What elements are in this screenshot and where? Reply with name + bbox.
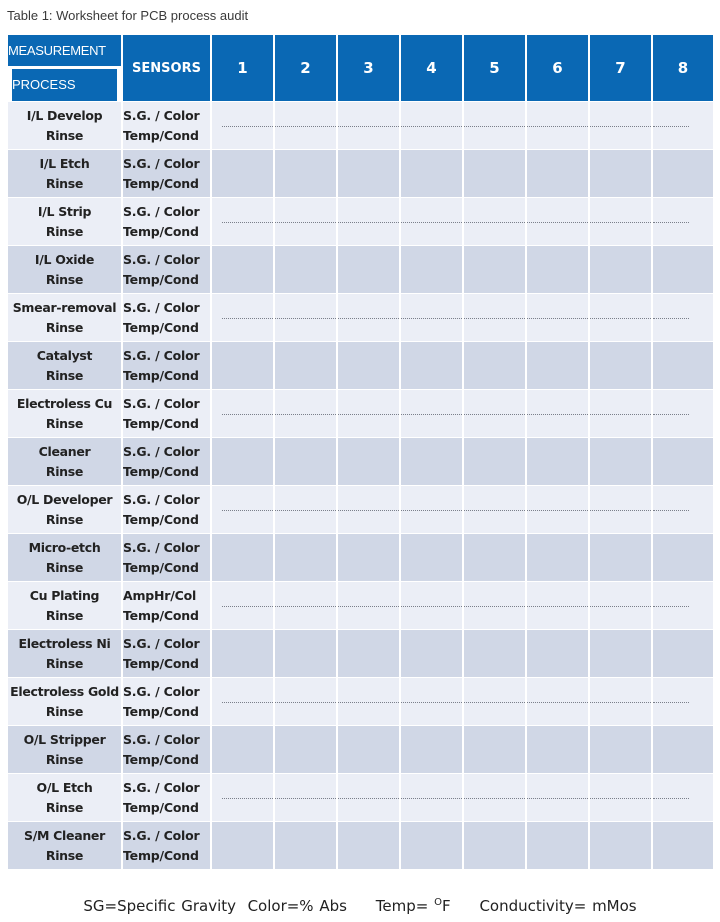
measurement-entry-cell-8[interactable]	[653, 342, 713, 389]
sensors-cell	[123, 774, 210, 821]
table-row	[8, 486, 713, 533]
process-name: Electroless Cu	[16, 395, 113, 411]
measurement-entry-cell-5[interactable]	[464, 678, 525, 725]
measurement-entry-cell-6[interactable]	[527, 486, 588, 533]
measurement-entry-cell-6[interactable]	[527, 630, 588, 677]
sensors-cell	[123, 630, 210, 677]
measurement-entry-cell-3[interactable]	[338, 102, 399, 149]
measurement-entry-cell-8[interactable]	[653, 150, 713, 197]
sensors-cell	[123, 726, 210, 773]
sensor-secondary: Temp/Cond	[123, 607, 199, 623]
process-name: Cu Plating	[29, 587, 100, 603]
measurement-entry-cell-5[interactable]	[464, 102, 525, 149]
column-header-5: 5	[464, 35, 525, 101]
measurement-entry-cell-2[interactable]	[275, 726, 336, 773]
table-row	[8, 198, 713, 245]
table-caption: Table 1: Worksheet for PCB process audit	[7, 8, 249, 23]
measurement-entry-cell-6[interactable]	[527, 774, 588, 821]
column-header-1: 1	[212, 35, 273, 101]
sensor-secondary: Temp/Cond	[123, 751, 199, 767]
sensor-primary: S.G. / Color	[123, 251, 200, 267]
measurement-entry-cell-8[interactable]	[653, 726, 713, 773]
process-name: O/L Stripper	[23, 731, 106, 747]
measurement-entry-cell-1[interactable]	[212, 150, 273, 197]
measurement-entry-cell-4[interactable]	[401, 678, 462, 725]
measurement-entry-cell-7[interactable]	[590, 678, 651, 725]
measurement-entry-cell-6[interactable]	[527, 150, 588, 197]
measurement-entry-cell-8[interactable]	[653, 102, 713, 149]
measurement-entry-cell-5[interactable]	[464, 726, 525, 773]
measurement-entry-cell-1[interactable]	[212, 534, 273, 581]
table-row	[8, 438, 713, 485]
measurement-entry-cell-1[interactable]	[212, 198, 273, 245]
measurement-entry-cell-8[interactable]	[653, 438, 713, 485]
sensor-primary: S.G. / Color	[123, 683, 200, 699]
table-row	[8, 534, 713, 581]
measurement-entry-cell-4[interactable]	[401, 630, 462, 677]
sensors-cell	[123, 102, 210, 149]
process-cell	[8, 390, 121, 437]
legend-temp-prefix: Temp=	[375, 897, 435, 915]
sensor-secondary: Temp/Cond	[123, 703, 199, 719]
measurement-entry-cell-3[interactable]	[338, 486, 399, 533]
measurement-entry-cell-2[interactable]	[275, 294, 336, 341]
audit-worksheet-table	[6, 34, 715, 870]
table-row	[8, 150, 713, 197]
measurement-entry-cell-2[interactable]	[275, 774, 336, 821]
measurement-entry-cell-8[interactable]	[653, 486, 713, 533]
table-row	[8, 390, 713, 437]
measurement-entry-cell-3[interactable]	[338, 774, 399, 821]
process-name: Smear-removal	[12, 299, 117, 315]
measurement-entry-cell-3[interactable]	[338, 150, 399, 197]
sensors-header: SENSORS	[123, 35, 210, 101]
measurement-entry-cell-7[interactable]	[590, 390, 651, 437]
table-row	[8, 630, 713, 677]
process-cell	[8, 822, 121, 869]
sensor-primary: AmpHr/Col	[123, 587, 197, 603]
process-rinse: Rinse	[45, 319, 84, 335]
sensor-primary: S.G. / Color	[123, 827, 200, 843]
measurement-entry-cell-3[interactable]	[338, 726, 399, 773]
measurement-entry-cell-1[interactable]	[212, 678, 273, 725]
process-name: I/L Etch	[39, 155, 90, 171]
sensors-cell	[123, 534, 210, 581]
legend-specific-gravity: SG=Specific Gravity	[83, 897, 237, 915]
process-rinse: Rinse	[45, 127, 84, 143]
measurement-entry-cell-7[interactable]	[590, 534, 651, 581]
sensors-cell	[123, 294, 210, 341]
sensors-cell	[123, 342, 210, 389]
measurement-entry-cell-8[interactable]	[653, 774, 713, 821]
measurement-entry-cell-2[interactable]	[275, 486, 336, 533]
process-cell	[8, 342, 121, 389]
process-rinse: Rinse	[45, 655, 84, 671]
legend-color: Color=% Abs	[247, 897, 347, 915]
measurement-entry-cell-7[interactable]	[590, 630, 651, 677]
measurement-entry-cell-3[interactable]	[338, 342, 399, 389]
measurement-entry-cell-2[interactable]	[275, 342, 336, 389]
measurement-entry-cell-7[interactable]	[590, 294, 651, 341]
measurement-entry-cell-4[interactable]	[401, 102, 462, 149]
column-header-8: 8	[653, 35, 713, 101]
measurement-entry-cell-2[interactable]	[275, 438, 336, 485]
sensor-secondary: Temp/Cond	[123, 559, 199, 575]
measurement-entry-cell-5[interactable]	[464, 822, 525, 869]
measurement-entry-cell-2[interactable]	[275, 534, 336, 581]
sensor-secondary: Temp/Cond	[123, 511, 199, 527]
measurement-entry-cell-7[interactable]	[590, 102, 651, 149]
measurement-entry-cell-6[interactable]	[527, 294, 588, 341]
measurement-entry-cell-3[interactable]	[338, 294, 399, 341]
process-cell	[8, 774, 121, 821]
process-cell	[8, 150, 121, 197]
measurement-entry-cell-4[interactable]	[401, 582, 462, 629]
sensor-primary: S.G. / Color	[123, 347, 200, 363]
sensors-cell	[123, 390, 210, 437]
measurement-entry-cell-2[interactable]	[275, 102, 336, 149]
measurement-entry-cell-6[interactable]	[527, 726, 588, 773]
measurement-entry-cell-5[interactable]	[464, 342, 525, 389]
measurement-entry-cell-3[interactable]	[338, 534, 399, 581]
column-header-2: 2	[275, 35, 336, 101]
measurement-entry-cell-2[interactable]	[275, 390, 336, 437]
process-rinse: Rinse	[45, 367, 84, 383]
measurement-entry-cell-1[interactable]	[212, 246, 273, 293]
measurement-entry-cell-6[interactable]	[527, 198, 588, 245]
column-header-7: 7	[590, 35, 651, 101]
process-cell	[8, 534, 121, 581]
measurement-entry-cell-7[interactable]	[590, 198, 651, 245]
sensor-secondary: Temp/Cond	[123, 223, 199, 239]
sensors-cell	[123, 486, 210, 533]
measurement-entry-cell-3[interactable]	[338, 630, 399, 677]
sensor-secondary: Temp/Cond	[123, 319, 199, 335]
measurement-entry-cell-8[interactable]	[653, 630, 713, 677]
measurement-entry-cell-8[interactable]	[653, 678, 713, 725]
units-legend	[0, 897, 720, 915]
process-name: O/L Developer	[16, 491, 113, 507]
sensors-cell	[123, 822, 210, 869]
process-rinse: Rinse	[45, 847, 84, 863]
process-rinse: Rinse	[45, 607, 84, 623]
column-header-6: 6	[527, 35, 588, 101]
measurement-entry-cell-4[interactable]	[401, 438, 462, 485]
measurement-entry-cell-7[interactable]	[590, 774, 651, 821]
process-name: I/L Develop	[26, 107, 103, 123]
measurement-entry-cell-5[interactable]	[464, 150, 525, 197]
sensor-primary: S.G. / Color	[123, 107, 200, 123]
measurement-entry-cell-3[interactable]	[338, 678, 399, 725]
table-row	[8, 246, 713, 293]
measurement-entry-cell-5[interactable]	[464, 246, 525, 293]
process-rinse: Rinse	[45, 751, 84, 767]
measurement-entry-cell-5[interactable]	[464, 198, 525, 245]
measurement-entry-cell-6[interactable]	[527, 822, 588, 869]
measurement-entry-cell-8[interactable]	[653, 582, 713, 629]
measurement-entry-cell-7[interactable]	[590, 150, 651, 197]
column-header-4: 4	[401, 35, 462, 101]
measurement-entry-cell-2[interactable]	[275, 822, 336, 869]
sensors-cell	[123, 582, 210, 629]
measurement-entry-cell-8[interactable]	[653, 246, 713, 293]
worksheet-rows	[8, 102, 713, 869]
process-cell	[8, 726, 121, 773]
process-rinse: Rinse	[45, 463, 84, 479]
sensor-primary: S.G. / Color	[123, 491, 200, 507]
sensors-cell	[123, 150, 210, 197]
measurement-entry-cell-3[interactable]	[338, 582, 399, 629]
sensor-primary: S.G. / Color	[123, 731, 200, 747]
process-name: Cleaner	[38, 443, 91, 459]
measurement-entry-cell-4[interactable]	[401, 150, 462, 197]
process-rinse: Rinse	[45, 559, 84, 575]
process-name: I/L Strip	[37, 203, 92, 219]
sensor-primary: S.G. / Color	[123, 779, 200, 795]
measurement-entry-cell-5[interactable]	[464, 582, 525, 629]
process-rinse: Rinse	[45, 271, 84, 287]
sensor-secondary: Temp/Cond	[123, 655, 199, 671]
measurement-entry-cell-5[interactable]	[464, 438, 525, 485]
measurement-entry-cell-3[interactable]	[338, 198, 399, 245]
sensor-secondary: Temp/Cond	[123, 127, 199, 143]
measurement-entry-cell-5[interactable]	[464, 294, 525, 341]
measurement-entry-cell-1[interactable]	[212, 582, 273, 629]
measurement-entry-cell-5[interactable]	[464, 534, 525, 581]
measurement-entry-cell-2[interactable]	[275, 630, 336, 677]
measurement-entry-cell-1[interactable]	[212, 774, 273, 821]
measurement-entry-cell-1[interactable]	[212, 294, 273, 341]
measurement-entry-cell-5[interactable]	[464, 390, 525, 437]
measurement-entry-cell-2[interactable]	[275, 246, 336, 293]
header-row	[8, 35, 713, 101]
table-row	[8, 582, 713, 629]
sensor-primary: S.G. / Color	[123, 443, 200, 459]
sensor-primary: S.G. / Color	[123, 539, 200, 555]
measurement-entry-cell-7[interactable]	[590, 438, 651, 485]
legend-temp-unit: F	[441, 897, 451, 915]
sensors-cell	[123, 438, 210, 485]
process-cell	[8, 198, 121, 245]
process-cell	[8, 438, 121, 485]
measurement-entry-cell-5[interactable]	[464, 630, 525, 677]
measurement-entry-cell-6[interactable]	[527, 582, 588, 629]
sensor-secondary: Temp/Cond	[123, 415, 199, 431]
sensor-primary: S.G. / Color	[123, 395, 200, 411]
measurement-entry-cell-8[interactable]	[653, 390, 713, 437]
measurement-entry-cell-1[interactable]	[212, 390, 273, 437]
measurement-entry-cell-4[interactable]	[401, 774, 462, 821]
measurement-entry-cell-4[interactable]	[401, 486, 462, 533]
table-row	[8, 822, 713, 869]
process-cell	[8, 630, 121, 677]
process-name: O/L Etch	[36, 779, 93, 795]
table-row	[8, 342, 713, 389]
process-name: I/L Oxide	[34, 251, 95, 267]
measurement-entry-cell-7[interactable]	[590, 342, 651, 389]
process-rinse: Rinse	[45, 511, 84, 527]
measurement-entry-cell-4[interactable]	[401, 822, 462, 869]
process-rinse: Rinse	[45, 799, 84, 815]
measurement-entry-cell-6[interactable]	[527, 534, 588, 581]
measurement-entry-cell-6[interactable]	[527, 342, 588, 389]
sensor-primary: S.G. / Color	[123, 203, 200, 219]
measurement-entry-cell-3[interactable]	[338, 438, 399, 485]
process-name: Micro-etch	[28, 539, 101, 555]
measurement-entry-cell-1[interactable]	[212, 630, 273, 677]
measurement-entry-cell-1[interactable]	[212, 486, 273, 533]
measurement-entry-cell-1[interactable]	[212, 438, 273, 485]
measurement-entry-cell-1[interactable]	[212, 342, 273, 389]
process-cell	[8, 486, 121, 533]
sensor-primary: S.G. / Color	[123, 155, 200, 171]
process-rinse: Rinse	[45, 415, 84, 431]
measurement-process-header	[8, 35, 121, 101]
measurement-entry-cell-7[interactable]	[590, 486, 651, 533]
process-name: Catalyst	[36, 347, 93, 363]
measurement-entry-cell-8[interactable]	[653, 534, 713, 581]
measurement-entry-cell-4[interactable]	[401, 198, 462, 245]
process-rinse: Rinse	[45, 175, 84, 191]
measurement-entry-cell-4[interactable]	[401, 342, 462, 389]
measurement-entry-cell-8[interactable]	[653, 294, 713, 341]
measurement-entry-cell-6[interactable]	[527, 678, 588, 725]
measurement-entry-cell-4[interactable]	[401, 246, 462, 293]
measurement-entry-cell-7[interactable]	[590, 582, 651, 629]
measurement-entry-cell-1[interactable]	[212, 102, 273, 149]
process-cell	[8, 294, 121, 341]
measurement-entry-cell-6[interactable]	[527, 246, 588, 293]
sensors-cell	[123, 246, 210, 293]
sensor-secondary: Temp/Cond	[123, 799, 199, 815]
legend-temp-degree: O	[434, 897, 442, 908]
legend-conductivity: Conductivity= mMos	[479, 897, 637, 915]
process-cell	[8, 102, 121, 149]
table-row	[8, 102, 713, 149]
measurement-entry-cell-4[interactable]	[401, 726, 462, 773]
measurement-entry-cell-4[interactable]	[401, 390, 462, 437]
process-name: Electroless Ni	[18, 635, 111, 651]
table-row	[8, 294, 713, 341]
measurement-entry-cell-5[interactable]	[464, 486, 525, 533]
measurement-entry-cell-7[interactable]	[590, 726, 651, 773]
measurement-entry-cell-3[interactable]	[338, 822, 399, 869]
process-name: S/M Cleaner	[24, 827, 105, 843]
table-row	[8, 726, 713, 773]
measurement-entry-cell-1[interactable]	[212, 822, 273, 869]
measurement-entry-cell-6[interactable]	[527, 102, 588, 149]
measurement-entry-cell-8[interactable]	[653, 198, 713, 245]
measurement-entry-cell-3[interactable]	[338, 246, 399, 293]
process-rinse: Rinse	[45, 703, 84, 719]
column-header-3: 3	[338, 35, 399, 101]
measurement-entry-cell-6[interactable]	[527, 438, 588, 485]
measurement-entry-cell-4[interactable]	[401, 534, 462, 581]
measurement-entry-cell-7[interactable]	[590, 822, 651, 869]
measurement-entry-cell-4[interactable]	[401, 294, 462, 341]
sensor-primary: S.G. / Color	[123, 299, 200, 315]
process-cell	[8, 582, 121, 629]
measurement-entry-cell-6[interactable]	[527, 390, 588, 437]
table-row	[8, 774, 713, 821]
sensor-secondary: Temp/Cond	[123, 271, 199, 287]
sensor-secondary: Temp/Cond	[123, 463, 199, 479]
measurement-entry-cell-2[interactable]	[275, 678, 336, 725]
measurement-entry-cell-2[interactable]	[275, 198, 336, 245]
process-header: PROCESS	[12, 69, 117, 101]
sensor-secondary: Temp/Cond	[123, 175, 199, 191]
process-cell	[8, 678, 121, 725]
measurement-entry-cell-2[interactable]	[275, 582, 336, 629]
sensors-cell	[123, 678, 210, 725]
measurement-entry-cell-3[interactable]	[338, 390, 399, 437]
sensor-secondary: Temp/Cond	[123, 367, 199, 383]
process-cell	[8, 246, 121, 293]
process-name: Electroless Gold	[10, 683, 119, 699]
measurement-header: MEASUREMENT	[8, 35, 121, 66]
measurement-entry-cell-7[interactable]	[590, 246, 651, 293]
sensor-secondary: Temp/Cond	[123, 847, 199, 863]
measurement-entry-cell-5[interactable]	[464, 774, 525, 821]
measurement-entry-cell-1[interactable]	[212, 726, 273, 773]
table-row	[8, 678, 713, 725]
measurement-entry-cell-2[interactable]	[275, 150, 336, 197]
sensor-primary: S.G. / Color	[123, 635, 200, 651]
process-rinse: Rinse	[45, 223, 84, 239]
sensors-cell	[123, 198, 210, 245]
measurement-entry-cell-8[interactable]	[653, 822, 713, 869]
